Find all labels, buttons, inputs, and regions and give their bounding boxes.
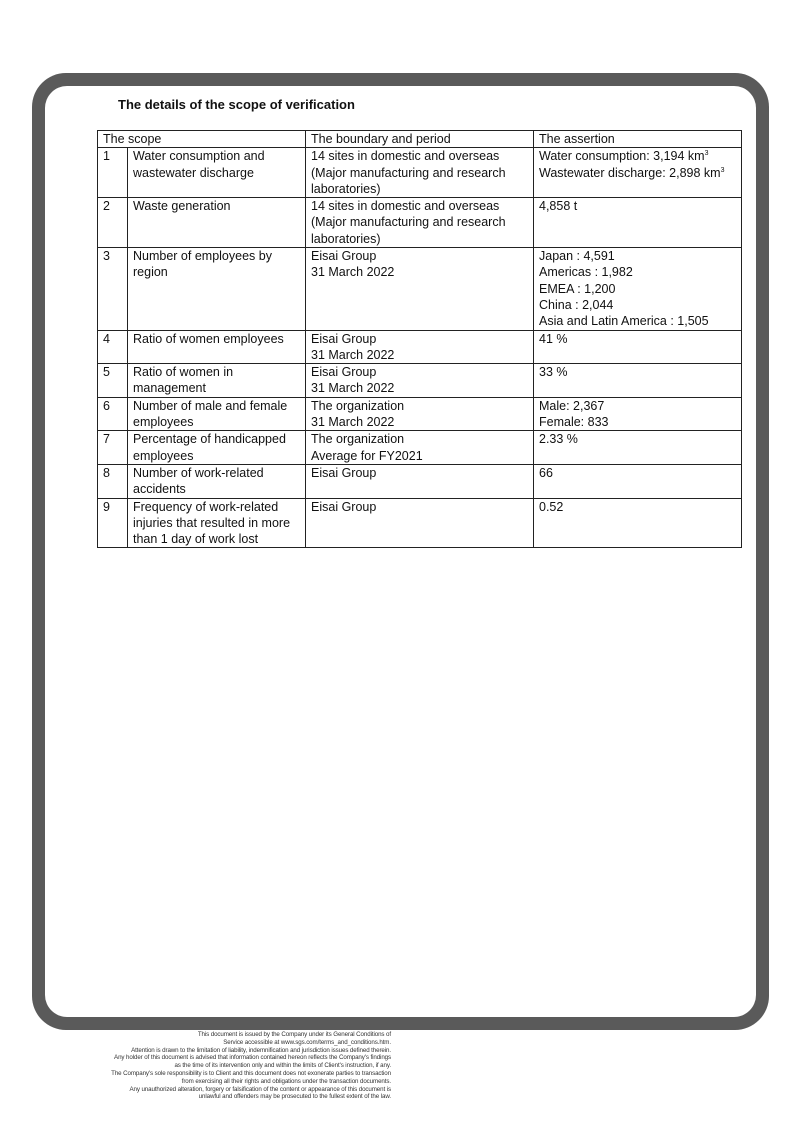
assertion-text: 66 [539, 465, 553, 480]
boundary-line: laboratories) [311, 231, 381, 246]
footer-line: from exercising all their rights and obligations under the transaction documents. [181, 1077, 391, 1085]
unit-superscript: 3 [720, 166, 725, 174]
assertion-cell [534, 364, 742, 398]
assertion-line [539, 398, 736, 414]
table-row [98, 198, 742, 248]
scope-line: employees [133, 448, 194, 463]
boundary-cell [306, 198, 534, 248]
boundary-line: Eisai Group [311, 465, 377, 480]
assertion-text: 4,858 t [539, 199, 578, 214]
scope-cell [128, 148, 306, 198]
assertion-line [539, 499, 736, 515]
boundary-line: Average for FY2021 [311, 448, 423, 463]
scope-line: Number of male and female [133, 398, 288, 413]
assertion-line [539, 297, 736, 313]
scope-cell [128, 330, 306, 364]
boundary-line: laboratories) [311, 181, 381, 196]
scope-line: than 1 day of work lost [133, 532, 259, 547]
row-number: 3 [98, 248, 128, 330]
boundary-line: (Major manufacturing and research [311, 165, 506, 180]
table-row [98, 330, 742, 364]
assertion-line [539, 248, 736, 264]
footer-line: Service accessible at www.sgs.com/terms_and_conditions.htm. [223, 1038, 391, 1046]
footer-line: as the time of its intervention only and within the limits of Client's instruction, if any. [174, 1062, 391, 1070]
scope-line: accidents [133, 482, 186, 497]
assertion-line [539, 148, 736, 164]
footer-line: Any holder of this document is advised that information contained hereon reflects the Company's findings [114, 1054, 391, 1062]
page-title: The details of the scope of verification [118, 97, 355, 112]
boundary-cell [306, 498, 534, 548]
assertion-text: 0.52 [539, 499, 564, 514]
scope-line: injuries that resulted in more [133, 515, 291, 530]
scope-cell [128, 431, 306, 465]
unit-symbol: m [694, 149, 705, 164]
scope-cell [128, 498, 306, 548]
header-scope: The scope [98, 131, 306, 148]
assertion-text: EMEA : 1,200 [539, 281, 616, 296]
scope-cell [128, 397, 306, 431]
scope-line: Waste generation [133, 199, 231, 214]
assertion-text: 33 % [539, 365, 568, 380]
scope-line: region [133, 265, 168, 280]
scope-cell [128, 464, 306, 498]
assertion-text: Male: 2,367 [539, 398, 605, 413]
boundary-line: The organization [311, 398, 405, 413]
assertion-line [539, 331, 736, 347]
assertion-text: Asia and Latin America : 1,505 [539, 314, 709, 329]
boundary-line: 14 sites in domestic and overseas [311, 199, 500, 214]
scope-cell [128, 364, 306, 398]
assertion-line [539, 465, 736, 481]
boundary-line: Eisai Group [311, 499, 377, 514]
row-number: 9 [98, 498, 128, 548]
row-number: 1 [98, 148, 128, 198]
row-number: 4 [98, 330, 128, 364]
boundary-line: 31 March 2022 [311, 265, 395, 280]
assertion-text: 41 % [539, 331, 568, 346]
scope-line: management [133, 381, 206, 396]
assertion-cell [534, 148, 742, 198]
boundary-line: 31 March 2022 [311, 415, 395, 430]
scope-line: Number of work-related [133, 465, 264, 480]
header-assertion: The assertion [534, 131, 742, 148]
assertion-text: Water consumption: 3,194 k [539, 149, 695, 164]
assertion-text: Female: 833 [539, 415, 609, 430]
scope-line: Ratio of women employees [133, 331, 284, 346]
boundary-line: 31 March 2022 [311, 381, 395, 396]
assertion-line [539, 364, 736, 380]
table-row [98, 248, 742, 330]
table-row [98, 397, 742, 431]
scope-cell [128, 198, 306, 248]
assertion-line [539, 281, 736, 297]
unit-symbol: m [710, 165, 721, 180]
table-body [98, 148, 742, 548]
table-row [98, 431, 742, 465]
boundary-line: 31 March 2022 [311, 347, 395, 362]
boundary-line: Eisai Group [311, 365, 377, 380]
scope-table [97, 130, 742, 548]
assertion-line [539, 198, 736, 214]
boundary-cell [306, 464, 534, 498]
assertion-line [539, 414, 736, 430]
footer-line: Any unauthorized alteration, forgery or falsification of the content or appearance of this document is [129, 1085, 391, 1093]
boundary-cell [306, 330, 534, 364]
scope-line: Percentage of handicapped [133, 432, 286, 447]
boundary-line: 14 sites in domestic and overseas [311, 149, 500, 164]
assertion-text: Japan : 4,591 [539, 249, 615, 264]
boundary-cell [306, 431, 534, 465]
assertion-cell [534, 330, 742, 364]
row-number: 8 [98, 464, 128, 498]
row-number: 7 [98, 431, 128, 465]
table-header-row [98, 131, 742, 148]
scope-line: wastewater discharge [133, 165, 254, 180]
assertion-text: China : 2,044 [539, 297, 614, 312]
boundary-line: Eisai Group [311, 249, 377, 264]
boundary-cell [306, 397, 534, 431]
assertion-text: Americas : 1,982 [539, 265, 633, 280]
table-row [98, 464, 742, 498]
row-number: 2 [98, 198, 128, 248]
boundary-line: (Major manufacturing and research [311, 215, 506, 230]
scope-line: Ratio of women in [133, 365, 234, 380]
boundary-cell [306, 148, 534, 198]
boundary-cell [306, 364, 534, 398]
scope-line: Frequency of work-related [133, 499, 279, 514]
assertion-cell [534, 198, 742, 248]
table-row [98, 498, 742, 548]
legal-footer [60, 1031, 391, 1101]
table-row [98, 148, 742, 198]
boundary-line: Eisai Group [311, 331, 377, 346]
table-row [98, 364, 742, 398]
assertion-cell [534, 464, 742, 498]
assertion-line [539, 313, 736, 329]
assertion-text: Wastewater discharge: 2,898 k [539, 165, 711, 180]
row-number: 6 [98, 397, 128, 431]
assertion-line [539, 264, 736, 280]
assertion-line [539, 165, 736, 181]
row-number: 5 [98, 364, 128, 398]
assertion-cell [534, 248, 742, 330]
scope-line: Number of employees by [133, 249, 272, 264]
scope-cell [128, 248, 306, 330]
header-boundary: The boundary and period [306, 131, 534, 148]
unit-superscript: 3 [704, 150, 709, 158]
footer-line: This document is issued by the Company under its General Conditions of [197, 1031, 391, 1038]
footer-line: unlawful and offenders may be prosecuted to the fullest extent of the law. [198, 1093, 391, 1101]
assertion-cell [534, 498, 742, 548]
boundary-cell [306, 248, 534, 330]
assertion-cell [534, 431, 742, 465]
scope-line: Water consumption and [133, 149, 265, 164]
assertion-cell [534, 397, 742, 431]
footer-line: Attention is drawn to the limitation of liability, indemnification and jurisdiction issues defined therein. [131, 1046, 391, 1054]
scope-line: employees [133, 415, 194, 430]
boundary-line: The organization [311, 432, 405, 447]
footer-line: The Company's sole responsibility is to Client and this document does not exonerate parties to transaction [111, 1069, 391, 1077]
assertion-line [539, 431, 736, 447]
assertion-text: 2.33 % [539, 432, 578, 447]
